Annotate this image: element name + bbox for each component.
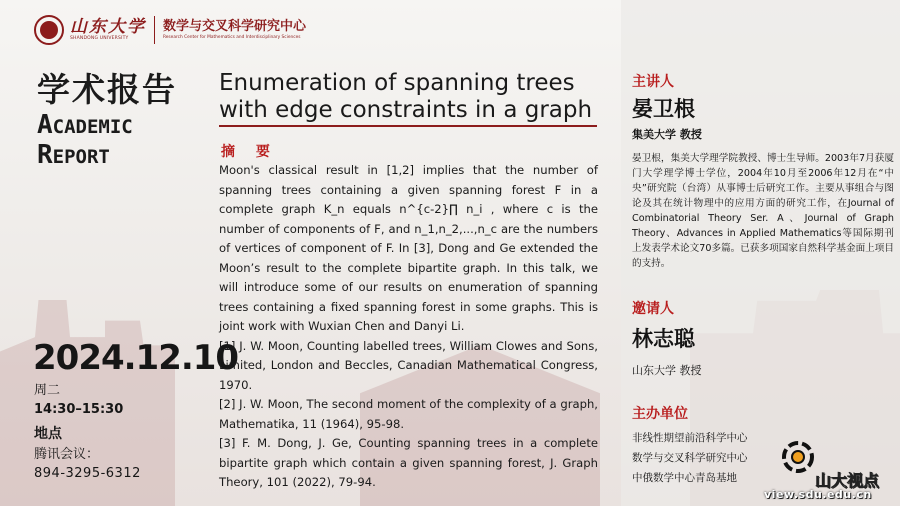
reference-3: [3] F. M. Dong, J. Ge, Counting spanning trees in a complete bipartite graph which contain a given spanning forest, J. Graph Theory, 101 (2022), 79-94. (219, 436, 598, 489)
organizer-item: 数学与交叉科学研究中心 (632, 452, 748, 464)
watermark-url: view.sdu.edu.cn (764, 488, 872, 501)
tencent-meeting-id: 894-3295-6312 (34, 466, 141, 481)
talk-date: 2024.12.10 (33, 338, 239, 378)
abstract-paragraph: Moon's classical result in [1,2] implies that the number of spanning trees containing a given spanning forest F in a complete graph K_n equals n^{c-2}∏ n_i , where c is the number of components of F, and n_1,n_2,...,n_c are the numbers of vertices of component of F. In [3], Dong and Ge extended the Moon’s result to the complete bipartite graph. In this talk, we will introduce some of our results on enumeration of spanning trees containing a fixed spanning forest in some graphs. This is joint work with Wuxian Chen and Danyi Li. (219, 163, 598, 333)
university-name-block (70, 18, 146, 42)
university-name-cn: 山东大学 (70, 17, 146, 37)
academic-report-heading-en-line1: ACADEMIC (37, 110, 133, 140)
university-logo-header (34, 14, 306, 46)
academic-report-heading-cn: 学术报告 (37, 70, 177, 109)
organizer-heading: 主办单位 (632, 406, 688, 422)
university-name-en: SHANDONG UNIVERSITY (70, 36, 129, 41)
logo-divider (154, 16, 155, 44)
abstract-label: 摘 要 (221, 144, 278, 160)
speaker-bio: 晏卫根，集美大学理学院教授、博士生导师。2003年7月获厦门大学理学博士学位，2004年10月至2006年12月在“中央”研究院（台湾）从事博士后研究工作。主要从事组合与图论及其在统计物理中的应用方面的研究工作，在Journal of Combinatorial Theory Ser. A、Journal of Graph Theory、Advances in Applied Mathematics等国际期刊上发表学术论文70多篇。已获多项国家自然科学基金面上项目的支持。 (632, 153, 894, 269)
inviter-affiliation: 山东大学 教授 (632, 364, 702, 377)
reference-2: [2] J. W. Moon, The second moment of the complexity of a graph, Mathematika, 11 (1964), 95-98. (219, 397, 598, 431)
inviter-name: 林志聪 (632, 327, 695, 351)
abstract-body (219, 161, 598, 493)
university-seal-icon (34, 15, 64, 45)
research-center-name-en: Research Center for Mathematics and Interdisciplinary Sciences (163, 35, 301, 40)
talk-weekday: 周二 (34, 383, 61, 398)
reference-1: [1] J. W. Moon, Counting labelled trees, William Clowes and Sons, Limited, London and Beccles, Canadian Mathematical Congress, 1970. (219, 338, 598, 392)
organizer-item: 非线性期望前沿科学中心 (632, 432, 748, 444)
speaker-affiliation: 集美大学 教授 (632, 128, 702, 141)
speaker-name: 晏卫根 (632, 97, 695, 121)
talk-title: Enumeration of spanning trees with edge constraints in a graph (219, 70, 593, 123)
tencent-meeting-label: 腾讯会议： (34, 447, 100, 462)
venue-label: 地点 (34, 426, 62, 442)
speaker-heading: 主讲人 (632, 74, 674, 90)
talk-time: 14:30–15:30 (34, 402, 124, 417)
inviter-heading: 邀请人 (632, 301, 674, 317)
watermark-brand-text: 山大视点 (815, 471, 880, 490)
academic-report-heading-en-line2: REPORT (37, 140, 110, 170)
research-center-name-cn: 数学与交叉科学研究中心 (163, 19, 307, 34)
research-center-block (163, 19, 306, 41)
title-underline (219, 125, 597, 127)
watermark-logo-icon (781, 440, 815, 474)
organizer-item: 中俄数学中心青岛基地 (632, 472, 737, 484)
